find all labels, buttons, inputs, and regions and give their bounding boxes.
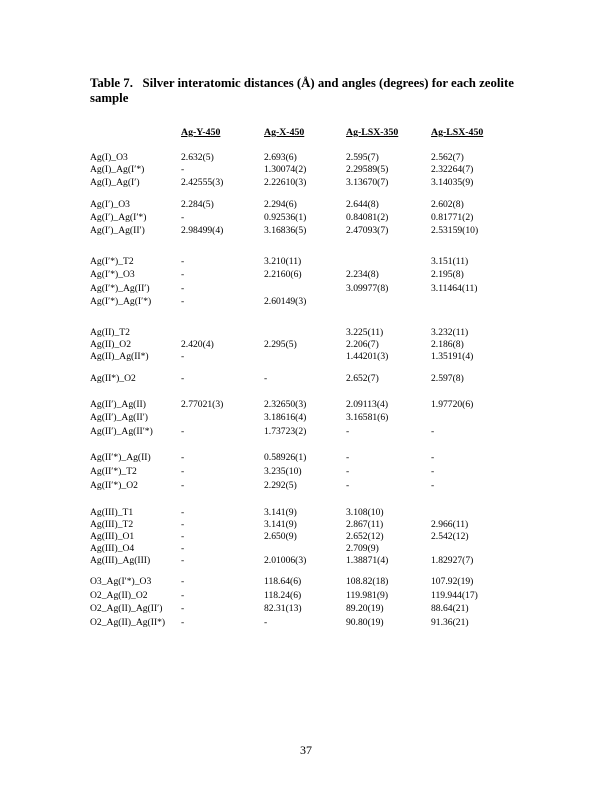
- row-label-cell: Ag(I′)_Ag(I′*): [90, 212, 147, 223]
- value-cell: 3.151(11): [431, 256, 469, 267]
- table-row: [0, 177, 612, 189]
- value-cell: -: [181, 543, 185, 554]
- value-cell: -: [181, 296, 185, 307]
- value-cell: 3.11464(11): [431, 283, 478, 294]
- table-row: [0, 617, 612, 629]
- value-cell: 1.35191(4): [431, 351, 474, 362]
- value-cell: -: [431, 452, 435, 463]
- value-cell: -: [264, 373, 268, 384]
- value-cell: 2.284(5): [181, 199, 214, 210]
- value-cell: 2.644(8): [346, 199, 379, 210]
- value-cell: 107.92(19): [431, 576, 474, 587]
- value-cell: -: [181, 373, 185, 384]
- table-row: [0, 590, 612, 602]
- table-row: [0, 269, 612, 281]
- value-cell: 2.186(8): [431, 339, 464, 350]
- table-row: [0, 296, 612, 308]
- value-cell: -: [181, 212, 185, 223]
- table-row: [0, 212, 612, 224]
- value-cell: 3.141(9): [264, 507, 297, 518]
- row-label-cell: Ag(II′)_Ag(II): [90, 399, 146, 410]
- row-label-cell: Ag(III)_T2: [90, 519, 134, 530]
- value-cell: 0.92536(1): [264, 212, 307, 223]
- row-label-cell: Ag(II)_Ag(II*): [90, 351, 149, 362]
- row-label-cell: Ag(II′)_Ag(II′*): [90, 426, 153, 437]
- value-cell: 3.18616(4): [264, 412, 307, 423]
- table-row: [0, 399, 612, 411]
- table-row: [0, 426, 612, 438]
- value-cell: 3.235(10): [264, 466, 302, 477]
- table-row: [0, 256, 612, 268]
- value-cell: 3.225(11): [346, 327, 384, 338]
- row-label-cell: Ag(II′)_Ag(II′): [90, 412, 149, 423]
- value-cell: 2.32264(7): [431, 164, 474, 175]
- value-cell: 2.42555(3): [181, 177, 224, 188]
- value-cell: 82.31(13): [264, 603, 302, 614]
- value-cell: 88.64(21): [431, 603, 469, 614]
- row-label-cell: Ag(I)_O3: [90, 152, 128, 163]
- table-row: [0, 555, 612, 567]
- table-row: [0, 531, 612, 543]
- value-cell: 3.16836(5): [264, 225, 307, 236]
- column-header-ag-y-450: Ag-Y-450: [181, 127, 221, 138]
- value-cell: 2.602(8): [431, 199, 464, 210]
- value-cell: 2.562(7): [431, 152, 464, 163]
- value-cell: 91.36(21): [431, 617, 469, 628]
- value-cell: 89.20(19): [346, 603, 384, 614]
- table-row: [0, 507, 612, 519]
- row-label-cell: Ag(II)_T2: [90, 327, 130, 338]
- table-row: [0, 283, 612, 295]
- table-row: [0, 327, 612, 339]
- value-cell: 2.652(7): [346, 373, 379, 384]
- table-row: [0, 339, 612, 351]
- row-label-cell: Ag(I′*)_T2: [90, 256, 134, 267]
- row-label-cell: Ag(III)_Ag(III): [90, 555, 151, 566]
- table-header-row: [0, 127, 612, 143]
- value-cell: -: [181, 519, 185, 530]
- value-cell: 2.01006(3): [264, 555, 307, 566]
- value-cell: -: [181, 555, 185, 566]
- table-caption: [90, 76, 530, 106]
- value-cell: 2.292(5): [264, 480, 297, 491]
- value-cell: 2.29589(5): [346, 164, 389, 175]
- value-cell: 118.24(6): [264, 590, 302, 601]
- value-cell: 1.30074(2): [264, 164, 307, 175]
- table-row: [0, 199, 612, 211]
- value-cell: 2.2160(6): [264, 269, 302, 280]
- value-cell: 2.597(8): [431, 373, 464, 384]
- value-cell: -: [181, 480, 185, 491]
- value-cell: 3.09977(8): [346, 283, 389, 294]
- value-cell: 2.53159(10): [431, 225, 479, 236]
- value-cell: 1.73723(2): [264, 426, 307, 437]
- row-label-cell: Ag(III)_O1: [90, 531, 135, 542]
- value-cell: 2.09113(4): [346, 399, 389, 410]
- value-cell: 0.81771(2): [431, 212, 474, 223]
- value-cell: -: [181, 256, 185, 267]
- table-row: [0, 164, 612, 176]
- value-cell: 2.47093(7): [346, 225, 389, 236]
- value-cell: 3.210(11): [264, 256, 302, 267]
- table-row: [0, 373, 612, 385]
- table-row: [0, 466, 612, 478]
- row-label-cell: Ag(II*)_O2: [90, 373, 136, 384]
- value-cell: -: [346, 426, 350, 437]
- value-cell: -: [181, 452, 185, 463]
- table-row: [0, 576, 612, 588]
- value-cell: 118.64(6): [264, 576, 302, 587]
- value-cell: 3.108(10): [346, 507, 384, 518]
- value-cell: -: [181, 603, 185, 614]
- row-label-cell: Ag(II′*)_T2: [90, 466, 137, 477]
- value-cell: 2.595(7): [346, 152, 379, 163]
- value-cell: -: [346, 452, 350, 463]
- value-cell: -: [264, 617, 268, 628]
- value-cell: 2.632(5): [181, 152, 214, 163]
- value-cell: 108.82(18): [346, 576, 389, 587]
- table-row: [0, 519, 612, 531]
- value-cell: 1.82927(7): [431, 555, 474, 566]
- value-cell: 2.650(9): [264, 531, 297, 542]
- row-label-cell: Ag(I′*)_Ag(II′): [90, 283, 150, 294]
- value-cell: 2.60149(3): [264, 296, 307, 307]
- value-cell: 2.867(11): [346, 519, 384, 530]
- value-cell: 2.709(9): [346, 543, 379, 554]
- row-label-cell: Ag(I′)_O3: [90, 199, 130, 210]
- caption-label: Table 7.: [90, 76, 133, 90]
- row-label-cell: Ag(I′*)_O3: [90, 269, 135, 280]
- value-cell: -: [431, 466, 435, 477]
- table-row: [0, 452, 612, 464]
- row-label-cell: Ag(III)_O4: [90, 543, 135, 554]
- value-cell: -: [181, 426, 185, 437]
- row-label-cell: Ag(III)_T1: [90, 507, 134, 518]
- value-cell: 119.981(9): [346, 590, 389, 601]
- column-header-ag-x-450: Ag-X-450: [264, 127, 305, 138]
- value-cell: -: [431, 426, 435, 437]
- row-label-cell: Ag(I′)_Ag(II′): [90, 225, 145, 236]
- row-label-cell: Ag(II′*)_Ag(II): [90, 452, 151, 463]
- row-label-cell: Ag(II)_O2: [90, 339, 132, 350]
- value-cell: 0.58926(1): [264, 452, 307, 463]
- row-label-cell: Ag(I′*)_Ag(I′*): [90, 296, 152, 307]
- value-cell: 3.141(9): [264, 519, 297, 530]
- table-row: [0, 603, 612, 615]
- value-cell: 2.32650(3): [264, 399, 307, 410]
- table-row: [0, 480, 612, 492]
- value-cell: -: [346, 480, 350, 491]
- row-label-cell: O3_Ag(I′*)_O3: [90, 576, 152, 587]
- caption-title: Silver interatomic distances (Å) and angles (degrees) for each zeolite sample: [90, 76, 514, 105]
- value-cell: 2.420(4): [181, 339, 214, 350]
- row-label-cell: Ag(II′*)_O2: [90, 480, 138, 491]
- value-cell: 90.80(19): [346, 617, 384, 628]
- value-cell: 1.44201(3): [346, 351, 389, 362]
- value-cell: 1.38871(4): [346, 555, 389, 566]
- row-label-cell: Ag(I)_Ag(I′*): [90, 164, 145, 175]
- value-cell: 2.234(8): [346, 269, 379, 280]
- value-cell: 2.693(6): [264, 152, 297, 163]
- value-cell: -: [181, 590, 185, 601]
- value-cell: 2.295(5): [264, 339, 297, 350]
- page-number: 37: [300, 743, 312, 757]
- table-row: [0, 152, 612, 164]
- column-header-ag-lsx-350: Ag-LSX-350: [346, 127, 399, 138]
- value-cell: 3.14035(9): [431, 177, 474, 188]
- table-row: [0, 351, 612, 363]
- row-label-cell: Ag(I)_Ag(I′): [90, 177, 140, 188]
- value-cell: 2.206(7): [346, 339, 379, 350]
- value-cell: -: [346, 466, 350, 477]
- row-label-cell: O2_Ag(II)_O2: [90, 590, 148, 601]
- value-cell: -: [181, 269, 185, 280]
- value-cell: 3.13670(7): [346, 177, 389, 188]
- value-cell: -: [181, 507, 185, 518]
- row-label-cell: O2_Ag(II)_Ag(II*): [90, 617, 166, 628]
- value-cell: 3.16581(6): [346, 412, 389, 423]
- value-cell: -: [181, 576, 185, 587]
- value-cell: 2.22610(3): [264, 177, 307, 188]
- value-cell: -: [181, 466, 185, 477]
- value-cell: -: [431, 480, 435, 491]
- value-cell: 0.84081(2): [346, 212, 389, 223]
- value-cell: 2.77021(3): [181, 399, 224, 410]
- value-cell: 3.232(11): [431, 327, 469, 338]
- table-row: [0, 543, 612, 555]
- value-cell: -: [181, 351, 185, 362]
- value-cell: 119.944(17): [431, 590, 478, 601]
- value-cell: -: [181, 283, 185, 294]
- value-cell: 2.966(11): [431, 519, 469, 530]
- column-header-ag-lsx-450: Ag-LSX-450: [431, 127, 484, 138]
- value-cell: 2.652(12): [346, 531, 384, 542]
- value-cell: 2.294(6): [264, 199, 297, 210]
- value-cell: -: [181, 531, 185, 542]
- table-row: [0, 412, 612, 424]
- value-cell: -: [181, 617, 185, 628]
- value-cell: -: [181, 164, 185, 175]
- value-cell: 2.98499(4): [181, 225, 224, 236]
- table-row: [0, 225, 612, 237]
- value-cell: 2.195(8): [431, 269, 464, 280]
- value-cell: 1.97720(6): [431, 399, 474, 410]
- row-label-cell: O2_Ag(II)_Ag(II′): [90, 603, 163, 614]
- value-cell: 2.542(12): [431, 531, 469, 542]
